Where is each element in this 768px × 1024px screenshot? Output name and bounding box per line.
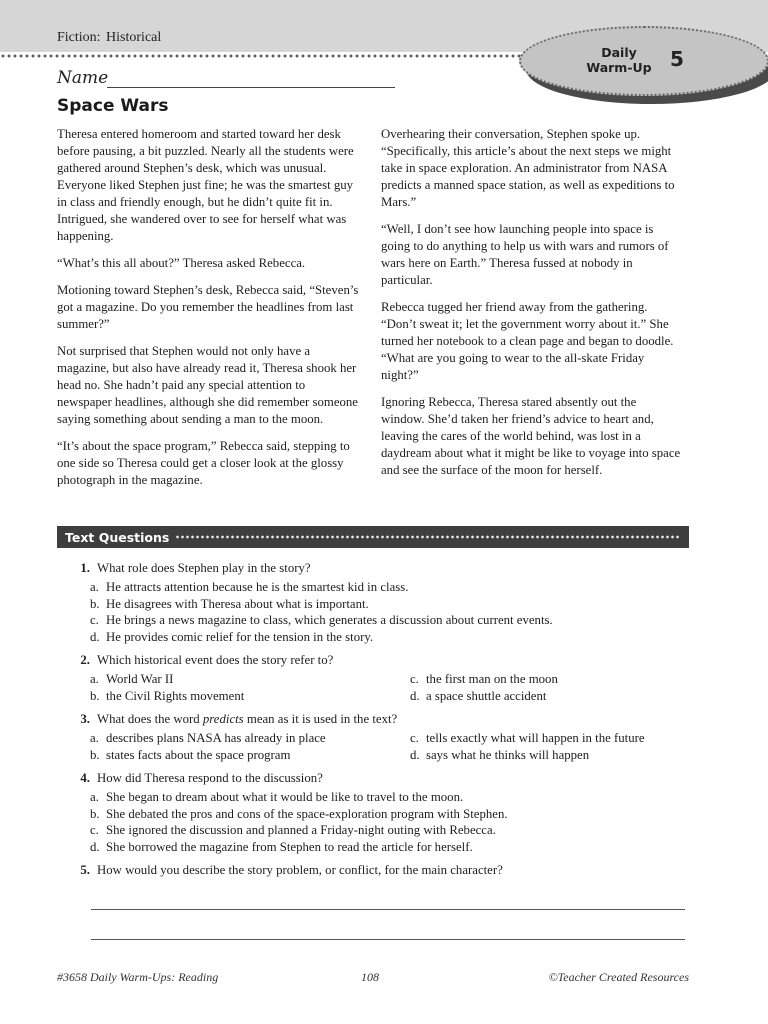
page-number: 108: [361, 970, 379, 984]
choice-a[interactable]: a. describes plans NASA has already in place: [90, 731, 326, 745]
text-questions-bar: [57, 526, 689, 548]
footer-book-title: #3658 Daily Warm-Ups: Reading: [57, 970, 219, 984]
choice-b[interactable]: b. states facts about the space program: [90, 747, 291, 762]
choice-a[interactable]: a. He attracts attention because he is the smartest kid in class.: [90, 580, 409, 594]
choice-d[interactable]: d. a space shuttle accident: [410, 688, 547, 703]
story-right-column: [381, 126, 683, 489]
genre-label: Fiction: Historical: [57, 30, 162, 45]
choice-text: states facts about the space program: [106, 747, 291, 762]
name-label: Name: [57, 68, 109, 88]
choice-text: tells exactly what will happen in the future: [426, 731, 645, 745]
answer-line-1[interactable]: [91, 889, 685, 910]
badge-label: [574, 45, 664, 75]
choice-text: She ignored the discussion and planned a Friday-night outing with Rebecca.: [106, 823, 496, 837]
choice-text: She began to dream about what it would be like to travel to the moon.: [106, 790, 464, 804]
choice-c[interactable]: c. He brings a news magazine to class, which generates a discussion about current events.: [90, 613, 553, 627]
choice-text: He brings a news magazine to class, which generates a discussion about current events.: [106, 613, 553, 627]
question-number: 3.: [80, 712, 90, 726]
choice-text: He provides comic relief for the tension in the story.: [106, 629, 374, 644]
warmup-number: 5: [670, 47, 684, 71]
story-left-column: [57, 126, 359, 499]
question-stem: How would you describe the story problem, or conflict, for the main character?: [97, 863, 503, 877]
story-paragraph: “What’s this all about?” Theresa asked Rebecca.: [57, 256, 306, 270]
question-number: 4.: [80, 771, 90, 785]
question-4: [66, 770, 686, 855]
question-stem: [97, 711, 397, 728]
story-paragraph: Theresa entered homeroom and started toward her desk before pausing, a bit puzzled. Nearly all the students were gathered around Stephen’s desk, which was unusual. Everyone liked Stephen just fine; he was the smartest guy in class and friendly enough, but he didn’t quite fit in. Intrigued, she wandered over to see for herself what was happening.: [57, 127, 354, 243]
header-dotted-rule: [0, 52, 560, 60]
question-number: 1.: [80, 561, 90, 575]
choice-a[interactable]: a. World War II: [90, 672, 174, 686]
badge-line-daily: Daily: [601, 45, 637, 60]
choice-d[interactable]: d. He provides comic relief for the tension in the story.: [90, 629, 374, 644]
question-3: [66, 711, 686, 763]
choice-text: He attracts attention because he is the smartest kid in class.: [106, 580, 409, 594]
question-5: [66, 862, 686, 940]
choice-c[interactable]: c. the first man on the moon: [410, 672, 558, 686]
question-1: [66, 560, 686, 645]
name-field-line[interactable]: [107, 87, 395, 88]
story-title: Space Wars: [57, 96, 169, 116]
story-paragraph: Not surprised that Stephen would not only have a magazine, but also have already read it, Theresa shook her head no. She hadn’t paid any special attention to newspaper headlines, although she did remember someone saying something about sending a man to the moon.: [57, 344, 358, 426]
footer-copyright: ©Teacher Created Resources: [548, 970, 689, 984]
choice-text: He disagrees with Theresa about what is important.: [106, 596, 369, 611]
question-stem-before: What does the word: [97, 712, 203, 726]
choice-text: says what he thinks will happen: [426, 747, 590, 762]
question-keyword: predicts: [202, 712, 244, 726]
story-paragraph: “Well, I don’t see how launching people into space is going to do anything to help us with wars and rumors of wars here on Earth.” Theresa fussed at nobody in particular.: [381, 222, 669, 287]
name-row: [57, 68, 397, 92]
question-stem: What role does Stephen play in the story?: [97, 561, 311, 575]
choice-text: a space shuttle accident: [426, 688, 547, 703]
text-questions-heading: Text Questions: [65, 529, 170, 545]
story-paragraph: “It’s about the space program,” Rebecca said, stepping to one side so Theresa could get a closer look at the glossy photograph in the magazine.: [57, 439, 350, 487]
question-stem: How did Theresa respond to the discussion?: [97, 771, 323, 785]
choice-c[interactable]: c. She ignored the discussion and planned a Friday-night outing with Rebecca.: [90, 823, 496, 837]
choice-d[interactable]: d. She borrowed the magazine from Stephen to read the article for herself.: [90, 839, 473, 854]
story-paragraph: Overhearing their conversation, Stephen spoke up. “Specifically, this article’s about the next steps we might take in space exploration. An administrator from NASA predicts a manned space station, as well as expeditions to Mars.”: [381, 127, 675, 209]
story-paragraph: Ignoring Rebecca, Theresa stared absently out the window. She’d taken her friend’s advice to heart and, leaving the cares of the world behind, was lost in a daydream about what it might be like to voyage into space and see the surface of the moon for herself.: [381, 395, 681, 477]
question-number: 2.: [80, 653, 90, 667]
story-paragraph: Rebecca tugged her friend away from the gathering. “Don’t sweat it; let the government worry about it.” She turned her notebook to a clean page and began to doodle. “What are you going to wear to the all-skate Friday night?”: [381, 300, 674, 382]
story-paragraph: Motioning toward Stephen’s desk, Rebecca said, “Steven’s got a magazine. Do you remember the headlines from last summer?”: [57, 283, 359, 331]
choice-c[interactable]: c. tells exactly what will happen in the future: [410, 731, 645, 745]
question-number: 5.: [80, 863, 90, 877]
question-stem: Which historical event does the story refer to?: [97, 653, 334, 667]
choice-text: describes plans NASA has already in place: [106, 731, 326, 745]
choice-a[interactable]: a. She began to dream about what it would be like to travel to the moon.: [90, 790, 464, 804]
choice-text: She debated the pros and cons of the space-exploration program with Stephen.: [106, 806, 508, 821]
choice-text: World War II: [106, 672, 174, 686]
choice-text: She borrowed the magazine from Stephen to read the article for herself.: [106, 839, 473, 854]
choice-b[interactable]: b. the Civil Rights movement: [90, 688, 245, 703]
choice-text: the Civil Rights movement: [106, 688, 245, 703]
choice-text: the first man on the moon: [426, 672, 558, 686]
choice-b[interactable]: b. She debated the pros and cons of the space-exploration program with Stephen.: [90, 806, 508, 821]
question-2: [66, 652, 686, 704]
choice-b[interactable]: b. He disagrees with Theresa about what is important.: [90, 596, 369, 611]
text-questions-dots: [175, 534, 681, 540]
questions-list: [66, 560, 686, 949]
choice-d[interactable]: d. says what he thinks will happen: [410, 747, 590, 762]
badge-line-warmup: Warm-Up: [586, 60, 652, 75]
answer-line-2[interactable]: [91, 919, 685, 940]
question-stem-after: mean as it is used in the text?: [243, 712, 398, 726]
